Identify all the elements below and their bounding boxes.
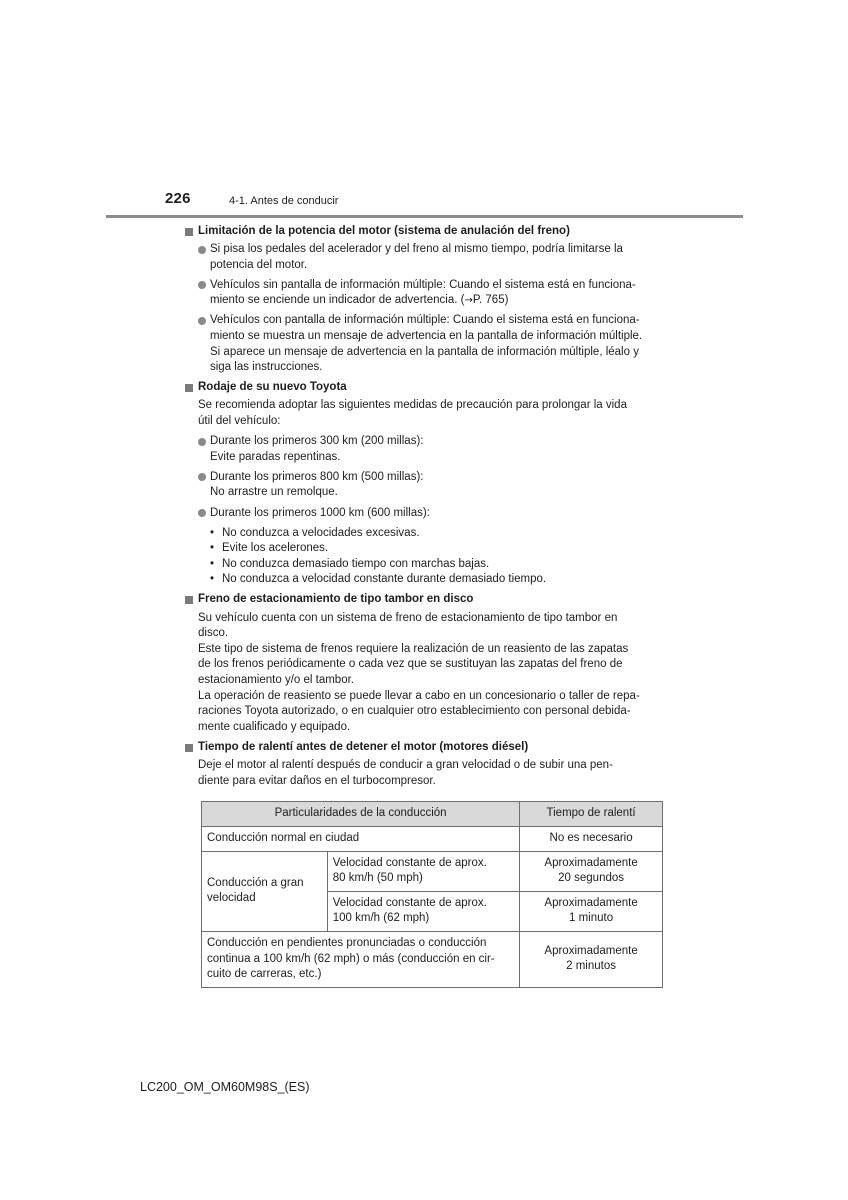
footer-code: LC200_OM_OM60M98S_(ES) [140,1080,310,1094]
section-heading: Limitación de la potencia del motor (sistema de anulación del freno) [185,224,663,240]
table-cell: Conducción normal en ciudad [202,827,520,852]
bullet-item: Durante los primeros 1000 km (600 millas): [185,506,663,522]
table-cell: No es necesario [520,827,663,852]
table-header: Tiempo de ralentí [520,802,663,827]
table-cell: Aproximadamente 20 segundos [520,851,663,891]
table-header: Particularidades de la conducción [202,802,520,827]
circle-bullet-icon [198,246,206,254]
page-content [185,224,663,789]
sub-item: • No conduzca a velocidades excesivas. [210,526,420,539]
table-cell: Velocidad constante de aprox. 100 km/h (62 mph) [327,891,519,931]
circle-bullet-icon [198,473,206,481]
bullet-item: Vehículos sin pantalla de información múltiple: Cuando el sistema está en funciona- miento se enciende un indicador de advertencia. (→P. 765) [185,278,663,309]
sub-item: • Evite los acelerones. [210,542,329,555]
page-reference[interactable]: P. 765) [472,294,509,307]
table-cell: Velocidad constante de aprox. 80 km/h (50 mph) [327,851,519,891]
bullet-item: Vehículos con pantalla de información múltiple: Cuando el sistema está en funciona- miento se muestra un mensaje de advertencia en la pantalla de información múltiple. Si aparece un mensaje de advertencia en la pantalla de información múltiple, léalo y siga las instrucciones. [185,313,663,375]
table-cell: Aproximadamente 1 minuto [520,891,663,931]
table-row [202,851,663,891]
paragraph: Deje el motor al ralentí después de conducir a gran velocidad o de subir una pen- diente para evitar daños en el turbocompresor. [198,758,613,787]
section-heading: Rodaje de su nuevo Toyota [185,380,663,396]
square-bullet-icon [185,744,193,752]
bullet-item: Si pisa los pedales del acelerador y del freno al mismo tiempo, podría limitarse la potencia del motor. [185,242,663,273]
sub-item: • No conduzca demasiado tiempo con marchas bajas. [210,557,490,570]
circle-bullet-icon [198,438,206,446]
section-label: 4-1. Antes de conducir [229,195,339,207]
table-row [202,931,663,987]
sub-item: • No conduzca a velocidad constante durante demasiado tiempo. [210,573,547,586]
square-bullet-icon [185,596,193,604]
bullet-item: Durante los primeros 300 km (200 millas): Evite paradas repentinas. [185,434,663,465]
table-cell: Conducción en pendientes pronunciadas o conducción continua a 100 km/h (62 mph) o más (conducción en cir- cuito de carreras, etc.) [202,931,520,987]
page-number: 226 [165,190,191,207]
circle-bullet-icon [198,509,206,517]
arrow-ref-icon: → [464,295,473,307]
circle-bullet-icon [198,281,206,289]
circle-bullet-icon [198,317,206,325]
table-cell: Aproximadamente 2 minutos [520,931,663,987]
table-header-row [202,802,663,827]
table-cell: Conducción a gran velocidad [202,851,328,931]
section-heading: Freno de estacionamiento de tipo tambor en disco [185,592,663,608]
paragraph: Se recomienda adoptar las siguientes medidas de precaución para prolongar la vida útil del vehículo: [198,399,627,428]
square-bullet-icon [185,228,193,236]
bullet-item: Durante los primeros 800 km (500 millas): No arrastre un remolque. [185,470,663,501]
square-bullet-icon [185,384,193,392]
table-row [202,827,663,852]
idle-time-table [201,801,663,988]
header-rule [106,215,743,218]
section-heading: Tiempo de ralentí antes de detener el motor (motores diésel) [185,740,663,756]
paragraph: Su vehículo cuenta con un sistema de freno de estacionamiento de tipo tambor en disco. Este tipo de sistema de frenos requiere la realización de un reasiento de las zapatas de los frenos periódicamente o cada vez que se sustituyan las zapatas del freno de estacionamiento y/o el tambor. La operación de reasiento se puede llevar a cabo en un concesionario o taller de repa- raciones Toyota autorizado, o en cualquier otro establecimiento con personal debida- mente cualificado y equipado. [198,611,640,733]
